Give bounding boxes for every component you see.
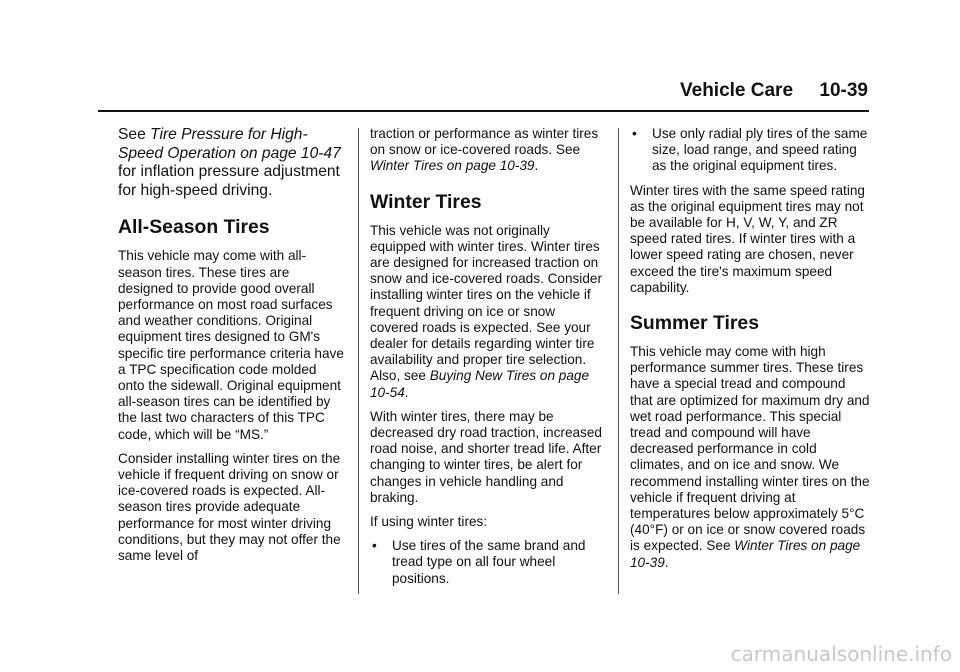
paragraph: Winter tires with the same speed rating as the original equipment tires may not be available for H, V, W, Y, and ZR speed rated tires. If winter tires with a lower speed rating are chosen, never exceed the tire's maximum speed capability.: [630, 182, 865, 295]
column-1: [118, 126, 346, 572]
bullet-item: • Use tires of the same brand and tread type on all four wheel positions.: [372, 538, 586, 586]
paragraph: traction or performance as winter tires on snow or ice-covered roads. See Winter Tires on page 10-39.: [370, 126, 599, 174]
cross-reference-link[interactable]: Winter Tires on page 10-39: [370, 158, 535, 174]
column-2: [370, 126, 606, 595]
paragraph: This vehicle was not originally equipped with winter tires. Winter tires are designed for increased traction on snow and ice-covered roads. Consider installing winter tires on the vehicle if frequent driving on ice or snow covered roads is expected. See your dealer for details regarding winter tire availability and proper tire selection. Also, see Buying New Tires on page 10-54.: [370, 222, 602, 400]
paragraph: With winter tires, there may be decreased dry road traction, increased road noise, and shorter tread life. After changing to winter tires, be alert for changes in vehicle handling and braking.: [370, 408, 602, 505]
bullet-icon: •: [632, 126, 637, 141]
watermark: carmanualsonline.info: [730, 642, 952, 666]
column-3: [630, 126, 870, 579]
heading-all-season-tires: All-Season Tires: [118, 216, 270, 239]
paragraph: Consider installing winter tires on the vehicle if frequent driving on snow or ice-covered roads is expected. All-season tires provide adequate performance for most winter driving conditions, but they may not offer the same level of: [118, 450, 341, 564]
page-header: [680, 80, 868, 104]
cross-reference-link[interactable]: Tire Pressure for High-Speed Operation on page 10-47: [118, 126, 341, 162]
column-divider: [618, 128, 619, 594]
paragraph: This vehicle may come with all-season tires. These tires are designed to provide good overall performance on most road surfaces and weather conditions. Original equipment tires designed to GM's specific tire performance criteria have a TPC specification code molded onto the sidewall. Original equipment all-season tires can be identified by the last two characters of this TPC code, which will be “MS.”: [118, 248, 344, 442]
page-number: 10-39: [819, 80, 868, 101]
heading-winter-tires: Winter Tires: [370, 190, 482, 213]
heading-summer-tires: Summer Tires: [630, 312, 759, 335]
bullet-item: • Use only radial ply tires of the same size, load range, and speed rating as the original equipment tires.: [632, 126, 868, 174]
cross-reference-link[interactable]: Winter Tires on page 10-39: [630, 538, 861, 570]
paragraph: This vehicle may come with high performance summer tires. These tires have a special tread and compound that are optimized for maximum dry and wet road performance. This special tread and compound will have decreased performance in cold climates, and on ice and snow. We recommend installing winter tires on the vehicle if frequent driving at temperatures below approximately 5°C (40°F) or on ice or snow covered roads is expected. See Winter Tires on page 10-39.: [630, 344, 870, 570]
paragraph: If using winter tires:: [370, 514, 488, 530]
section-title: Vehicle Care: [680, 80, 794, 101]
cross-reference-link[interactable]: Buying New Tires on page 10-54: [370, 368, 590, 400]
header-rule: [98, 110, 869, 112]
bullet-icon: •: [372, 538, 377, 554]
lead-paragraph: See Tire Pressure for High-Speed Operation on page 10-47 for inflation pressure adjustment for high-speed driving.: [118, 126, 341, 199]
column-divider: [358, 128, 359, 594]
